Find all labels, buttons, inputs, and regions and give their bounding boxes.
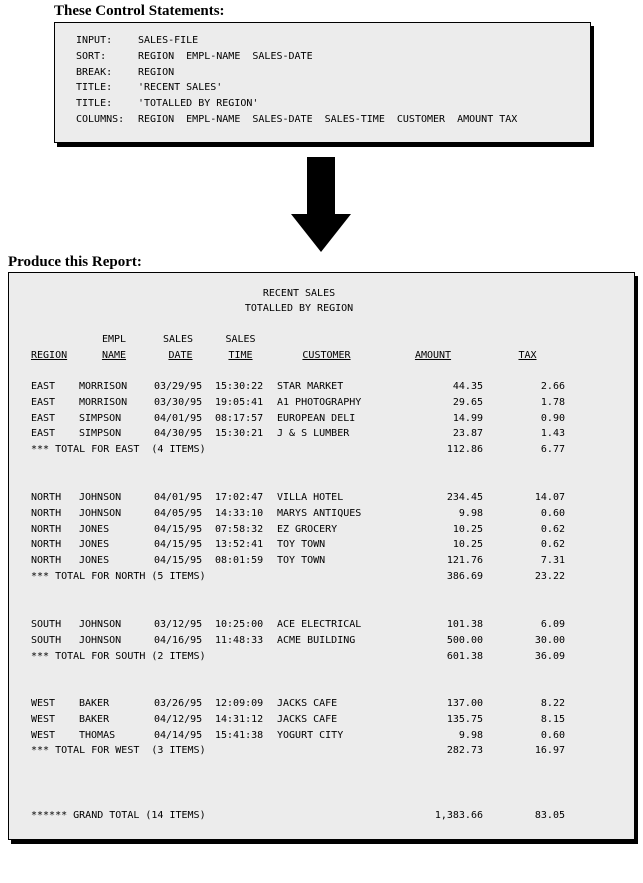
cell-amount: 9.98 [458, 729, 483, 741]
cell-tax: 0.60 [540, 729, 565, 741]
cell-amount: 29.65 [452, 396, 483, 408]
arrow-head [291, 214, 351, 252]
cell-date: 04/05/95 [154, 507, 203, 519]
cell-amount: 121.76 [446, 555, 483, 567]
cell-time: 15:41:38 [215, 729, 264, 741]
table-row [9, 696, 629, 711]
table-row [9, 426, 629, 441]
cell-name: JOHNSON [79, 507, 122, 519]
cell-customer: VILLA HOTEL [277, 492, 344, 503]
cell-date: 03/29/95 [154, 381, 203, 392]
cell-amount: 10.25 [452, 539, 483, 551]
group-total-row [9, 649, 629, 664]
cell-name: MORRISON [79, 396, 128, 408]
cell-tax: 8.22 [540, 698, 565, 709]
group-total-label: *** TOTAL FOR EAST (4 ITEMS) [31, 444, 206, 456]
header-name: NAME [101, 350, 127, 361]
cell-tax: 0.60 [540, 507, 565, 519]
cell-date: 04/15/95 [154, 523, 203, 535]
cell-amount: 500.00 [446, 634, 483, 646]
cell-region: NORTH [31, 492, 62, 503]
cell-region: EAST [31, 428, 56, 440]
table-row [9, 617, 629, 632]
cell-date: 04/12/95 [154, 713, 203, 725]
cell-region: NORTH [31, 539, 62, 551]
cell-date: 04/01/95 [154, 412, 203, 424]
grand-total-row [9, 808, 629, 823]
cell-time: 15:30:21 [215, 428, 264, 440]
table-row [9, 522, 629, 537]
cell-amount: 23.87 [452, 428, 483, 440]
cell-date: 04/15/95 [154, 555, 203, 567]
cell-customer: JACKS CAFE [277, 698, 338, 709]
cell-region: SOUTH [31, 619, 62, 630]
cell-time: 19:05:41 [215, 396, 264, 408]
header-date: DATE [168, 350, 193, 361]
cell-customer: STAR MARKET [277, 381, 344, 392]
cell-amount: 101.38 [446, 619, 483, 630]
cell-region: NORTH [31, 507, 62, 519]
cell-customer: MARYS ANTIQUES [277, 507, 362, 519]
control-keyword: COLUMNS: [76, 113, 125, 125]
header-row-top [9, 332, 629, 347]
grand-total-tax: 83.05 [534, 810, 565, 821]
cell-time: 08:01:59 [215, 555, 264, 567]
group-total-label: *** TOTAL FOR NORTH (5 ITEMS) [31, 571, 206, 582]
cell-region: EAST [31, 412, 56, 424]
cell-name: SIMPSON [79, 412, 122, 424]
cell-amount: 44.35 [452, 381, 483, 392]
cell-region: EAST [31, 396, 56, 408]
header-sales: SALES [162, 334, 194, 345]
control-value: REGION EMPL-NAME SALES-DATE [138, 50, 313, 62]
cell-time: 11:48:33 [215, 634, 264, 646]
table-row [9, 728, 629, 743]
cell-tax: 30.00 [534, 634, 565, 646]
cell-region: EAST [31, 381, 56, 392]
cell-time: 15:30:22 [215, 381, 264, 392]
cell-tax: 1.78 [540, 396, 565, 408]
cell-time: 14:31:12 [215, 713, 264, 725]
table-row [9, 633, 629, 648]
control-statements-box [54, 22, 591, 143]
table-row [9, 506, 629, 521]
cell-name: SIMPSON [79, 428, 122, 440]
header-customer: CUSTOMER [302, 350, 351, 361]
cell-time: 13:52:41 [215, 539, 264, 551]
cell-name: JONES [79, 523, 110, 535]
control-statements-heading: These Control Statements: [54, 3, 225, 19]
cell-time: 10:25:00 [215, 619, 264, 630]
grand-total-amount: 1,383.66 [434, 810, 483, 821]
cell-name: JONES [79, 539, 110, 551]
cell-customer: ACME BUILDING [277, 634, 356, 646]
group-total-tax: 23.22 [534, 571, 565, 582]
cell-time: 14:33:10 [215, 507, 264, 519]
cell-customer: A1 PHOTOGRAPHY [277, 396, 362, 408]
cell-time: 12:09:09 [215, 698, 264, 709]
cell-region: WEST [31, 729, 56, 741]
group-total-amount: 601.38 [446, 650, 483, 662]
cell-date: 03/26/95 [154, 698, 203, 709]
cell-amount: 137.00 [446, 698, 483, 709]
cell-amount: 234.45 [446, 492, 483, 503]
control-keyword: INPUT: [76, 35, 113, 46]
group-total-row [9, 569, 629, 584]
cell-customer: EUROPEAN DELI [277, 412, 356, 424]
cell-tax: 0.90 [540, 412, 565, 424]
cell-tax: 1.43 [540, 428, 565, 440]
cell-name: JONES [79, 555, 110, 567]
cell-name: THOMAS [79, 729, 116, 741]
cell-name: BAKER [79, 713, 110, 725]
cell-customer: JACKS CAFE [277, 713, 338, 725]
cell-customer: TOY TOWN [277, 539, 326, 551]
header-row [9, 348, 629, 363]
group-total-row [9, 743, 629, 758]
cell-date: 04/01/95 [154, 492, 203, 503]
cell-customer: YOGURT CITY [277, 729, 344, 741]
control-keyword: TITLE: [76, 98, 113, 110]
table-row [9, 712, 629, 727]
cell-time: 08:17:57 [215, 412, 264, 424]
cell-name: BAKER [79, 698, 110, 709]
group-total-amount: 112.86 [446, 444, 483, 456]
control-value: REGION EMPL-NAME SALES-DATE SALES-TIME CUSTOMER AMOUNT TAX [138, 113, 518, 125]
header-empl: EMPL [101, 334, 127, 345]
report-heading: Produce this Report: [8, 254, 142, 270]
cell-tax: 0.62 [540, 539, 565, 551]
cell-date: 04/30/95 [154, 428, 203, 440]
report-box [8, 272, 635, 840]
control-keyword: SORT: [76, 50, 107, 62]
table-row [9, 379, 629, 394]
cell-name: JOHNSON [79, 492, 122, 503]
cell-time: 17:02:47 [215, 492, 264, 503]
header-sales-time-top: SALES [225, 334, 256, 345]
cell-region: WEST [31, 713, 56, 725]
cell-name: MORRISON [79, 381, 128, 392]
control-value: SALES-FILE [138, 35, 199, 46]
cell-amount: 135.75 [446, 713, 483, 725]
cell-tax: 0.62 [540, 523, 565, 535]
header-time: TIME [228, 350, 253, 361]
table-row [9, 490, 629, 505]
table-row [9, 553, 629, 568]
control-keyword: TITLE: [76, 82, 113, 94]
cell-tax: 7.31 [540, 555, 565, 567]
cell-tax: 6.09 [540, 619, 565, 630]
cell-amount: 9.98 [458, 507, 483, 519]
header-amount: AMOUNT [414, 350, 452, 361]
control-keyword: BREAK: [76, 66, 113, 78]
group-total-tax: 36.09 [534, 650, 565, 662]
report-title-2: TOTALLED BY REGION [244, 303, 354, 314]
control-value: REGION [138, 66, 175, 78]
cell-tax: 2.66 [540, 381, 565, 392]
cell-region: NORTH [31, 523, 62, 535]
cell-date: 04/16/95 [154, 634, 203, 646]
cell-amount: 14.99 [452, 412, 483, 424]
grand-total-label: ****** GRAND TOTAL (14 ITEMS) [31, 810, 206, 821]
cell-name: JOHNSON [79, 619, 122, 630]
group-total-tax: 16.97 [534, 745, 565, 757]
cell-customer: J & S LUMBER [277, 428, 350, 440]
header-region: REGION [31, 350, 68, 361]
table-row [9, 537, 629, 552]
cell-region: WEST [31, 698, 56, 709]
group-total-row [9, 442, 629, 457]
cell-date: 04/15/95 [154, 539, 203, 551]
cell-time: 07:58:32 [215, 523, 264, 535]
report-title-1: RECENT SALES [262, 288, 336, 299]
header-tax: TAX [518, 350, 537, 361]
cell-region: NORTH [31, 555, 62, 567]
cell-customer: EZ GROCERY [277, 523, 338, 535]
cell-customer: TOY TOWN [277, 555, 326, 567]
cell-name: JOHNSON [79, 634, 122, 646]
group-total-label: *** TOTAL FOR SOUTH (2 ITEMS) [31, 650, 206, 662]
cell-amount: 10.25 [452, 523, 483, 535]
group-total-amount: 386.69 [446, 571, 483, 582]
control-value: 'RECENT SALES' [138, 82, 223, 94]
cell-date: 04/14/95 [154, 729, 203, 741]
group-total-amount: 282.73 [446, 745, 483, 757]
cell-date: 03/12/95 [154, 619, 203, 630]
report-body [9, 273, 634, 839]
cell-tax: 8.15 [540, 713, 565, 725]
cell-customer: ACE ELECTRICAL [277, 619, 362, 630]
arrow-shaft [307, 157, 335, 215]
cell-date: 03/30/95 [154, 396, 203, 408]
table-row [9, 395, 629, 410]
group-total-label: *** TOTAL FOR WEST (3 ITEMS) [31, 745, 206, 757]
cell-region: SOUTH [31, 634, 62, 646]
group-total-tax: 6.77 [540, 444, 565, 456]
table-row [9, 411, 629, 426]
control-value: 'TOTALLED BY REGION' [138, 98, 259, 110]
cell-tax: 14.07 [534, 492, 565, 503]
